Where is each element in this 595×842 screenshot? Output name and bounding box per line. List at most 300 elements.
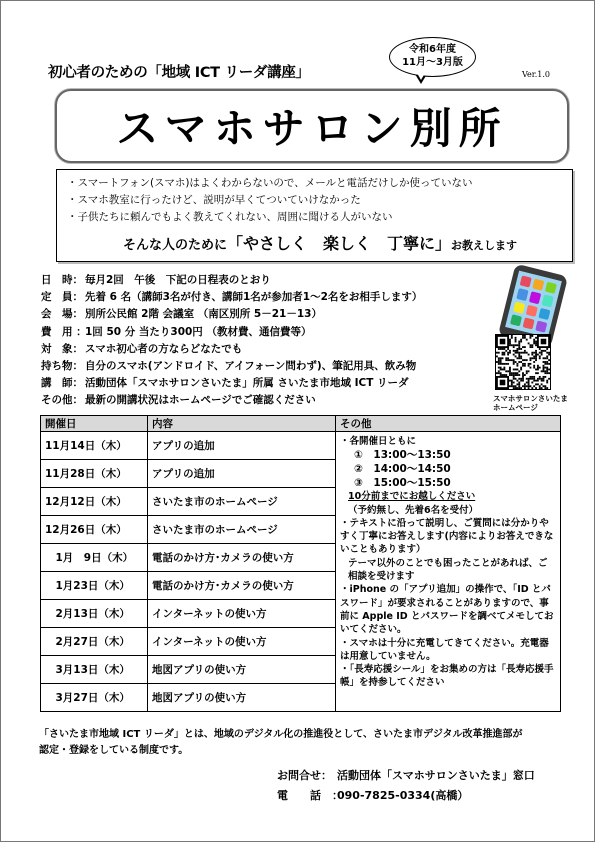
qr-module bbox=[515, 378, 517, 380]
qr-module bbox=[535, 380, 537, 382]
qr-module bbox=[520, 357, 522, 359]
qr-module bbox=[518, 361, 520, 363]
qr-module bbox=[513, 387, 515, 389]
detail-value: 自分のスマホ(アンドロイド、アイフォーン問わず)、筆記用具、飲み物 bbox=[85, 360, 417, 373]
qr-module bbox=[518, 378, 520, 380]
qr-module bbox=[528, 378, 530, 380]
qr-module bbox=[500, 380, 506, 386]
qr-module bbox=[513, 346, 515, 348]
qr-module bbox=[500, 367, 502, 369]
qr-module bbox=[544, 372, 546, 374]
qr-module bbox=[531, 357, 533, 359]
qr-module bbox=[520, 341, 522, 343]
qr-module bbox=[524, 365, 526, 367]
qr-module bbox=[537, 354, 539, 356]
qr-module bbox=[500, 372, 502, 374]
qr-module bbox=[539, 357, 541, 359]
qr-module bbox=[522, 346, 524, 348]
qr-module bbox=[528, 363, 530, 365]
qr-code-icon[interactable] bbox=[495, 334, 551, 390]
qr-module bbox=[530, 376, 532, 378]
qr-module bbox=[520, 355, 522, 357]
qr-module bbox=[500, 363, 502, 365]
qr-module bbox=[509, 385, 511, 387]
qr-module bbox=[537, 365, 539, 367]
app-tile-icon bbox=[538, 307, 550, 319]
qr-module bbox=[546, 363, 548, 365]
qr-module bbox=[511, 374, 513, 376]
qr-module bbox=[522, 376, 524, 378]
qr-module bbox=[520, 352, 522, 354]
date-cell: 3月27日（木） bbox=[41, 684, 148, 712]
schedule-table bbox=[40, 415, 561, 712]
qr-module bbox=[511, 380, 513, 382]
qr-module bbox=[511, 359, 513, 361]
contact-row bbox=[277, 766, 535, 786]
qr-module bbox=[518, 382, 520, 384]
qr-module bbox=[548, 359, 550, 361]
qr-module bbox=[535, 342, 537, 344]
qr-module bbox=[505, 357, 507, 359]
qr-module bbox=[537, 369, 539, 371]
time-slot: ② 14:00～14:50 bbox=[354, 463, 451, 476]
qr-module bbox=[520, 339, 522, 341]
qr-module bbox=[503, 352, 505, 354]
qr-module bbox=[509, 352, 511, 354]
detail-value: 別所公民館 2階 会議室 （南区別所 5－21－13） bbox=[85, 308, 322, 321]
qr-module bbox=[505, 370, 507, 372]
qr-module bbox=[503, 374, 505, 376]
qr-module bbox=[528, 342, 530, 344]
content-cell: さいたま市のホームページ bbox=[148, 488, 336, 516]
qr-module bbox=[537, 367, 539, 369]
detail-value: 1回 50 分 当たり300円 （教材費、通信費等） bbox=[85, 325, 312, 338]
badge-line1: 令和6年度 bbox=[409, 44, 456, 55]
intro-box bbox=[56, 169, 573, 262]
qr-module bbox=[531, 344, 533, 346]
qr-module bbox=[535, 383, 537, 385]
qr-module bbox=[513, 378, 515, 380]
date-cell: 3月13日（木） bbox=[41, 656, 148, 684]
intro-tagline bbox=[123, 231, 572, 254]
qr-module bbox=[546, 367, 548, 369]
qr-module bbox=[535, 357, 537, 359]
qr-module bbox=[535, 352, 537, 354]
content-cell: 地図アプリの使い方 bbox=[148, 684, 336, 712]
qr-module bbox=[544, 361, 546, 363]
qr-module bbox=[509, 342, 511, 344]
qr-module bbox=[513, 361, 515, 363]
qr-module bbox=[520, 380, 522, 382]
qr-module bbox=[522, 372, 524, 374]
date-cell: 12月12日（木） bbox=[41, 488, 148, 516]
qr-module bbox=[533, 352, 535, 354]
qr-module bbox=[509, 339, 511, 341]
qr-module bbox=[509, 359, 511, 361]
qr-module bbox=[528, 354, 530, 356]
qr-module bbox=[531, 352, 533, 354]
date-cell: 2月13日（木） bbox=[41, 600, 148, 628]
qr-module bbox=[543, 380, 545, 382]
qr-module bbox=[535, 387, 537, 389]
qr-module bbox=[524, 387, 526, 389]
qr-module bbox=[522, 359, 524, 361]
detail-row bbox=[41, 392, 501, 409]
detail-row bbox=[41, 341, 501, 358]
detail-label: 定 員： bbox=[41, 291, 83, 304]
qr-module bbox=[541, 352, 543, 354]
note-charge: ・スマホは十分に充電してきてください。充電器は用意していません。 bbox=[340, 637, 549, 662]
qr-module bbox=[515, 387, 517, 389]
qr-module bbox=[537, 383, 539, 385]
qr-module bbox=[539, 385, 541, 387]
page-title: スマホサロン別所 bbox=[116, 104, 508, 153]
qr-module bbox=[535, 372, 537, 374]
app-tile-icon bbox=[535, 320, 547, 332]
notes-intro: ・各開催日ともに bbox=[340, 436, 417, 447]
qr-module bbox=[541, 378, 543, 380]
tagline-emphasis: 「やさしく 楽しく 丁寧に」 bbox=[227, 234, 452, 253]
qr-module bbox=[544, 357, 546, 359]
detail-label: その他： bbox=[41, 394, 83, 407]
qr-module bbox=[520, 367, 522, 369]
qr-module bbox=[539, 367, 541, 369]
qr-module bbox=[500, 348, 502, 350]
qr-module bbox=[548, 354, 550, 356]
qr-module bbox=[509, 369, 511, 371]
qr-module bbox=[516, 374, 518, 376]
qr-module bbox=[498, 352, 500, 354]
qr-module bbox=[543, 357, 545, 359]
qr-module bbox=[498, 367, 500, 369]
qr-module bbox=[518, 342, 520, 344]
qr-module bbox=[513, 382, 515, 384]
content-cell: さいたま市のホームページ bbox=[148, 516, 336, 544]
content-cell: アプリの追加 bbox=[148, 432, 336, 460]
qr-module bbox=[500, 359, 502, 361]
qr-module bbox=[509, 344, 511, 346]
qr-module bbox=[526, 382, 528, 384]
qr-module bbox=[507, 354, 509, 356]
qr-module bbox=[526, 385, 528, 387]
note-longevity: ・「長寿応援シール」をお集めの方は「長寿応援手帳」を持参してください bbox=[340, 664, 554, 689]
notes-cell bbox=[336, 432, 561, 712]
qr-module bbox=[528, 383, 530, 385]
qr-module bbox=[537, 378, 539, 380]
header-other: その他 bbox=[336, 416, 561, 432]
app-tile-icon bbox=[523, 317, 535, 329]
detail-row bbox=[41, 375, 501, 392]
app-tile-icon bbox=[526, 304, 538, 316]
qr-module bbox=[516, 365, 518, 367]
qr-module bbox=[537, 372, 539, 374]
qr-module bbox=[541, 354, 543, 356]
content-cell: 地図アプリの使い方 bbox=[148, 656, 336, 684]
qr-module bbox=[511, 383, 513, 385]
qr-module bbox=[498, 357, 500, 359]
qr-module bbox=[511, 372, 513, 374]
qr-module bbox=[520, 361, 522, 363]
qr-module bbox=[511, 344, 513, 346]
date-cell: 11月28日（木） bbox=[41, 460, 148, 488]
qr-module bbox=[518, 374, 520, 376]
qr-module bbox=[522, 363, 524, 365]
date-cell: 1月23日（木） bbox=[41, 572, 148, 600]
qr-module bbox=[522, 380, 524, 382]
qr-module bbox=[516, 363, 518, 365]
qr-module bbox=[544, 363, 546, 365]
qr-module bbox=[511, 335, 513, 337]
phone-number[interactable]: 090-7825-0334(高橋） bbox=[337, 789, 469, 802]
qr-module bbox=[531, 335, 533, 337]
qr-module bbox=[524, 352, 526, 354]
qr-module bbox=[511, 382, 513, 384]
qr-module bbox=[502, 354, 504, 356]
qr-module bbox=[496, 361, 498, 363]
note-iphone: ・iPhone の「アプリ追加」の操作で、「ID とパスワード」が要求されることがありますので、事前に Apple ID とパスワードを調べてメモしておいてください。 bbox=[340, 584, 554, 636]
qr-module bbox=[535, 369, 537, 371]
qr-module bbox=[526, 359, 528, 361]
qr-module bbox=[522, 352, 524, 354]
qr-module bbox=[548, 378, 550, 380]
badge-line2: 11月～3月版 bbox=[402, 57, 463, 68]
qr-module bbox=[516, 369, 518, 371]
reservation-notice: （予約無し、先着6名を受付） bbox=[348, 504, 479, 516]
header-date: 開催日 bbox=[41, 416, 148, 432]
period-badge bbox=[389, 37, 476, 77]
app-tile-icon bbox=[510, 314, 522, 326]
qr-module bbox=[533, 342, 535, 344]
qr-module bbox=[539, 378, 541, 380]
qr-module bbox=[496, 355, 498, 357]
date-cell: 1月 9日（木） bbox=[41, 544, 148, 572]
detail-label: 講 師： bbox=[41, 377, 83, 390]
qr-module bbox=[518, 346, 520, 348]
qr-module bbox=[531, 382, 533, 384]
qr-module bbox=[520, 387, 522, 389]
qr-module bbox=[509, 350, 511, 352]
qr-module bbox=[530, 385, 532, 387]
app-tile-icon bbox=[529, 291, 541, 303]
qr-module bbox=[533, 376, 535, 378]
detail-row bbox=[41, 306, 501, 323]
qr-module bbox=[520, 369, 522, 371]
qr-module bbox=[548, 363, 550, 365]
qr-module bbox=[548, 372, 550, 374]
title-box bbox=[55, 89, 569, 163]
contact-value: 活動団体「スマホサロンさいたま」窓口 bbox=[337, 769, 535, 782]
detail-value: 活動団体「スマホサロンさいたま」所属 さいたま市地域 ICT リーダ bbox=[85, 377, 409, 390]
header-content: 内容 bbox=[148, 416, 336, 432]
detail-label: 費 用 ： bbox=[41, 325, 87, 338]
qr-caption-line: スマホサロンさいたま bbox=[493, 394, 568, 403]
qr-module bbox=[544, 367, 546, 369]
qr-module bbox=[543, 369, 545, 371]
qr-module bbox=[526, 339, 528, 341]
qr-module bbox=[522, 385, 524, 387]
qr-module bbox=[528, 382, 530, 384]
qr-module bbox=[516, 372, 518, 374]
course-subtitle: 初心者のための「地域 ICT リーダ講座」 bbox=[48, 65, 310, 81]
qr-module bbox=[539, 355, 541, 357]
qr-module bbox=[535, 341, 537, 343]
qr-module bbox=[530, 378, 532, 380]
detail-label: 会 場： bbox=[41, 308, 83, 321]
qr-module bbox=[503, 363, 505, 365]
qr-module bbox=[533, 355, 535, 357]
qr-module bbox=[524, 337, 526, 339]
qr-module bbox=[524, 335, 526, 337]
qr-module bbox=[530, 363, 532, 365]
event-details bbox=[41, 272, 501, 410]
qr-module bbox=[539, 376, 541, 378]
content-cell: 電話のかけ方･カメラの使い方 bbox=[148, 544, 336, 572]
qr-module bbox=[541, 383, 543, 385]
time-slot: ③ 15:00～15:50 bbox=[354, 477, 451, 490]
qr-module bbox=[515, 372, 517, 374]
qr-module bbox=[543, 365, 545, 367]
qr-module bbox=[541, 380, 543, 382]
qr-module bbox=[535, 355, 537, 357]
qr-module bbox=[543, 378, 545, 380]
app-tile-icon bbox=[513, 301, 525, 313]
qr-module bbox=[544, 376, 546, 378]
qr-module bbox=[502, 357, 504, 359]
qr-module bbox=[498, 361, 500, 363]
detail-row bbox=[41, 358, 501, 375]
qr-module bbox=[531, 346, 533, 348]
qr-module bbox=[543, 376, 545, 378]
qr-module bbox=[502, 348, 504, 350]
qr-module bbox=[516, 344, 518, 346]
qr-module bbox=[507, 370, 509, 372]
qr-module bbox=[516, 380, 518, 382]
qr-module bbox=[526, 370, 528, 372]
qr-module bbox=[543, 370, 545, 372]
qr-module bbox=[518, 354, 520, 356]
qr-module bbox=[546, 370, 548, 372]
qr-module bbox=[524, 383, 526, 385]
qr-module bbox=[498, 370, 500, 372]
qr-module bbox=[513, 359, 515, 361]
qr-module bbox=[541, 387, 543, 389]
qr-module bbox=[535, 350, 537, 352]
qr-module bbox=[505, 374, 507, 376]
qr-module bbox=[515, 339, 517, 341]
qr-module bbox=[546, 372, 548, 374]
version-label: Ver.1.0 bbox=[522, 70, 550, 79]
qr-module bbox=[522, 365, 524, 367]
qr-caption bbox=[493, 394, 568, 412]
qr-module bbox=[509, 374, 511, 376]
qr-module bbox=[544, 387, 546, 389]
qr-module bbox=[520, 378, 522, 380]
qr-module bbox=[515, 350, 517, 352]
qr-module bbox=[544, 370, 546, 372]
detail-row bbox=[41, 324, 501, 341]
qr-module bbox=[502, 363, 504, 365]
qr-module bbox=[524, 374, 526, 376]
qr-module bbox=[515, 337, 517, 339]
time-slot: ① 13:00～13:50 bbox=[354, 449, 451, 462]
qr-module bbox=[546, 387, 548, 389]
qr-module bbox=[515, 355, 517, 357]
content-cell: 電話のかけ方･カメラの使い方 bbox=[148, 572, 336, 600]
qr-module bbox=[530, 346, 532, 348]
qr-module bbox=[546, 369, 548, 371]
qr-module bbox=[500, 357, 502, 359]
qr-module bbox=[518, 385, 520, 387]
qr-module bbox=[524, 359, 526, 361]
qr-module bbox=[513, 350, 515, 352]
qr-module bbox=[518, 387, 520, 389]
qr-module bbox=[526, 378, 528, 380]
qr-module bbox=[511, 337, 513, 339]
qr-module bbox=[530, 367, 532, 369]
qr-module bbox=[526, 352, 528, 354]
qr-module bbox=[546, 352, 548, 354]
qr-module bbox=[500, 369, 502, 371]
qr-module bbox=[548, 352, 550, 354]
qr-module bbox=[539, 352, 541, 354]
qr-module bbox=[496, 352, 498, 354]
qr-module bbox=[528, 385, 530, 387]
qr-module bbox=[503, 348, 505, 350]
qr-module bbox=[530, 357, 532, 359]
qr-module bbox=[533, 339, 535, 341]
qr-module bbox=[498, 363, 500, 365]
detail-label: 日 時： bbox=[41, 274, 83, 286]
qr-module bbox=[533, 365, 535, 367]
qr-module bbox=[513, 344, 515, 346]
detail-value: 毎月2回 午後 下記の日程表のとおり bbox=[85, 274, 271, 286]
qr-module bbox=[530, 344, 532, 346]
qr-module bbox=[518, 355, 520, 357]
qr-module bbox=[546, 361, 548, 363]
qr-module bbox=[546, 348, 548, 350]
qr-module bbox=[522, 378, 524, 380]
qr-module bbox=[515, 369, 517, 371]
qr-module bbox=[546, 357, 548, 359]
qr-module bbox=[531, 387, 533, 389]
qr-module bbox=[528, 380, 530, 382]
arrival-notice: 10分前までにお越しください bbox=[348, 491, 476, 503]
qr-module bbox=[528, 370, 530, 372]
qr-module bbox=[515, 385, 517, 387]
qr-module bbox=[518, 341, 520, 343]
phone-row bbox=[277, 786, 535, 806]
qr-module bbox=[533, 380, 535, 382]
qr-module bbox=[537, 380, 539, 382]
qr-module bbox=[535, 359, 537, 361]
qr-module bbox=[530, 337, 532, 339]
qr-module bbox=[505, 363, 507, 365]
qr-module bbox=[505, 350, 507, 352]
qr-module bbox=[516, 348, 518, 350]
intro-line: ・子供たちに頼んでもよく教えてくれない、周囲に聞ける人がいない bbox=[67, 211, 393, 223]
qr-module bbox=[530, 359, 532, 361]
qr-module bbox=[507, 357, 509, 359]
qr-module bbox=[503, 367, 505, 369]
qr-module bbox=[516, 350, 518, 352]
qr-module bbox=[541, 350, 543, 352]
qr-module bbox=[528, 365, 530, 367]
qr-module bbox=[509, 341, 511, 343]
qr-module bbox=[507, 359, 509, 361]
qr-module bbox=[531, 376, 533, 378]
qr-module bbox=[543, 367, 545, 369]
contact-block bbox=[277, 766, 535, 806]
